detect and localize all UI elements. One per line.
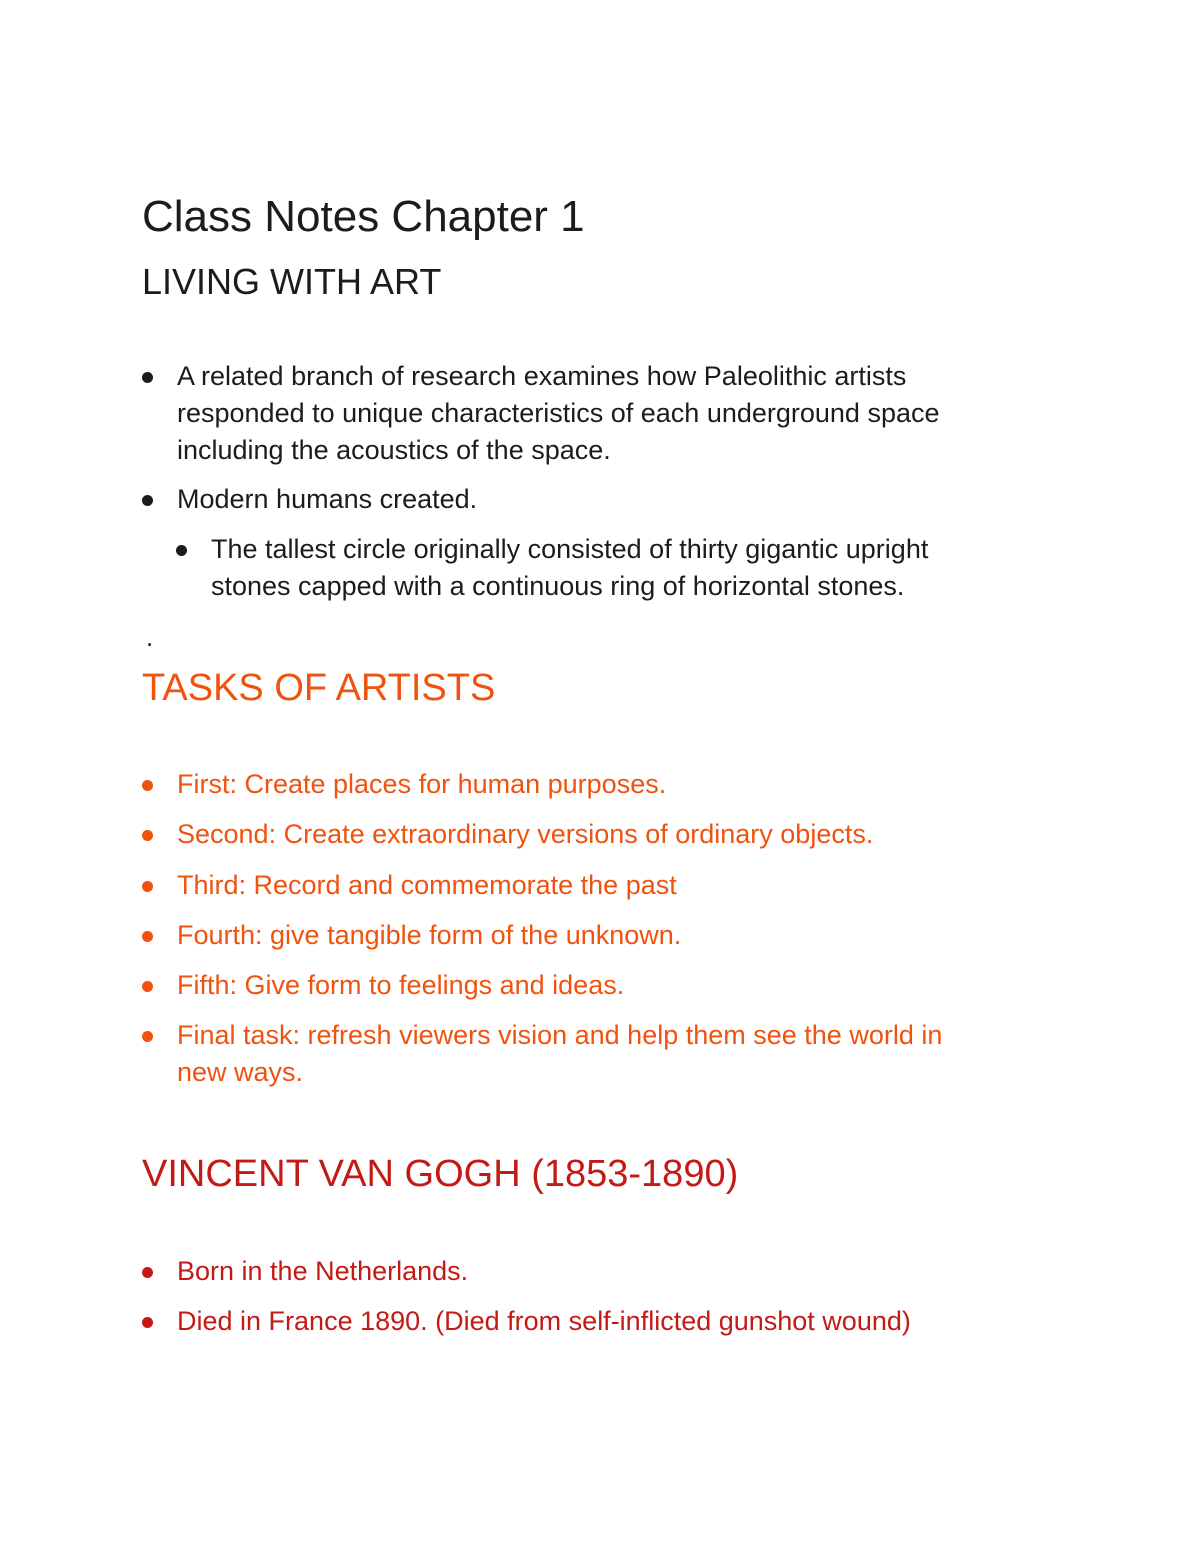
bullet-icon	[176, 545, 187, 556]
list-item-line: new ways.	[177, 1057, 304, 1087]
list-item-text: Fifth: Give form to feelings and ideas.	[177, 970, 625, 1000]
trailing-period: .	[146, 622, 154, 652]
list-item-text: Died in France 1890. (Died from self-inflicted gunshot wound)	[177, 1306, 911, 1336]
bullet-icon	[142, 981, 153, 992]
list-item-line: The tallest circle originally consisted of thirty gigantic upright	[211, 534, 929, 564]
list-item-line: A related branch of research examines how Paleolithic artists	[177, 361, 907, 391]
section-heading-living-with-art: LIVING WITH ART	[142, 261, 442, 302]
bullet-icon	[142, 495, 153, 506]
list-item-line: Final task: refresh viewers vision and help them see the world in	[177, 1020, 943, 1050]
bullet-icon	[142, 881, 153, 892]
section-heading-tasks-of-artists: TASKS OF ARTISTS	[142, 667, 496, 709]
bullet-icon	[142, 780, 153, 791]
list-item-text: Second: Create extraordinary versions of ordinary objects.	[177, 819, 874, 849]
list-item-line: including the acoustics of the space.	[177, 435, 611, 465]
list-item-line: stones capped with a continuous ring of horizontal stones.	[211, 571, 905, 601]
list-item-text: Fourth: give tangible form of the unknown.	[177, 920, 682, 950]
list-item-text: Born in the Netherlands.	[177, 1256, 469, 1286]
bullet-icon	[142, 931, 153, 942]
list-item-line: responded to unique characteristics of each underground space	[177, 398, 940, 428]
bullet-icon	[142, 830, 153, 841]
bullet-icon	[142, 1267, 153, 1278]
section-heading-vincent-van-gogh: VINCENT VAN GOGH (1853-1890)	[142, 1153, 739, 1195]
bullet-icon	[142, 1031, 153, 1042]
list-item-line: Modern humans created.	[177, 484, 478, 514]
bullet-icon	[142, 372, 153, 383]
bullet-icon	[142, 1317, 153, 1328]
list-item-text: First: Create places for human purposes.	[177, 769, 667, 799]
list-item-text: Third: Record and commemorate the past	[177, 870, 677, 900]
page-title: Class Notes Chapter 1	[142, 192, 585, 241]
